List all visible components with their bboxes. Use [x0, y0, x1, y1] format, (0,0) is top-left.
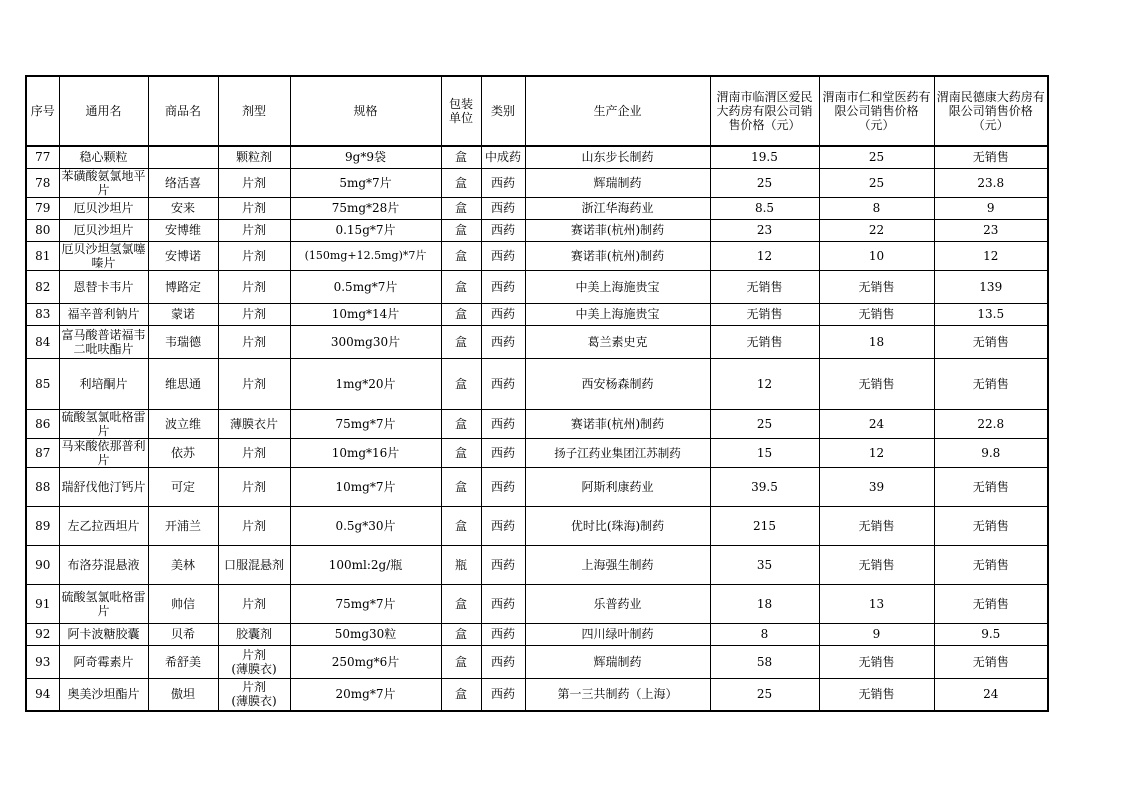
- cell-dosage-form: 口服混悬剂: [218, 545, 290, 584]
- cell-generic-name: 瑞舒伐他汀钙片: [59, 467, 148, 506]
- cell-brand-name: 依苏: [148, 438, 218, 467]
- cell-price-mindekang: 139: [934, 270, 1048, 303]
- table-row: [26, 584, 1048, 623]
- cell-index: 85: [26, 358, 59, 409]
- cell-brand-name: 博路定: [148, 270, 218, 303]
- cell-index: 87: [26, 438, 59, 467]
- cell-brand-name: 希舒美: [148, 645, 218, 678]
- cell-price-mindekang: 12: [934, 241, 1048, 270]
- cell-spec: 20mg*7片: [290, 678, 441, 711]
- cell-generic-name: 厄贝沙坦氢氯噻嗪片: [59, 241, 148, 270]
- cell-brand-name: 安博诺: [148, 241, 218, 270]
- cell-price-mindekang: 9.5: [934, 623, 1048, 645]
- table-row: [26, 219, 1048, 241]
- cell-dosage-form: 片剂: [218, 168, 290, 197]
- cell-index: 94: [26, 678, 59, 711]
- cell-dosage-form: 片剂: [218, 303, 290, 325]
- cell-generic-name: 布洛芬混悬液: [59, 545, 148, 584]
- cell-price-aimin: 215: [710, 506, 819, 545]
- header-dosage-form: 剂型: [218, 76, 290, 146]
- cell-package-unit: 盒: [441, 438, 481, 467]
- cell-manufacturer: 赛诺菲(杭州)制药: [525, 409, 710, 438]
- cell-price-renhetang: 无销售: [819, 270, 934, 303]
- cell-dosage-form: 片剂: [218, 358, 290, 409]
- cell-brand-name: 韦瑞德: [148, 325, 218, 358]
- cell-manufacturer: 浙江华海药业: [525, 197, 710, 219]
- cell-price-mindekang: 9: [934, 197, 1048, 219]
- cell-index: 84: [26, 325, 59, 358]
- cell-price-renhetang: 18: [819, 325, 934, 358]
- cell-index: 89: [26, 506, 59, 545]
- cell-dosage-form: 片剂: [218, 467, 290, 506]
- cell-spec: 9g*9袋: [290, 146, 441, 168]
- cell-price-renhetang: 无销售: [819, 358, 934, 409]
- cell-manufacturer: 赛诺菲(杭州)制药: [525, 219, 710, 241]
- cell-price-aimin: 58: [710, 645, 819, 678]
- cell-spec: 0.5mg*7片: [290, 270, 441, 303]
- cell-price-renhetang: 39: [819, 467, 934, 506]
- cell-index: 79: [26, 197, 59, 219]
- header-category: 类别: [481, 76, 525, 146]
- cell-index: 83: [26, 303, 59, 325]
- cell-price-aimin: 无销售: [710, 270, 819, 303]
- cell-brand-name: 安来: [148, 197, 218, 219]
- cell-dosage-form: 颗粒剂: [218, 146, 290, 168]
- cell-brand-name: 蒙诺: [148, 303, 218, 325]
- cell-spec: 1mg*20片: [290, 358, 441, 409]
- cell-brand-name: 维思通: [148, 358, 218, 409]
- table-row: [26, 168, 1048, 197]
- cell-category: 西药: [481, 467, 525, 506]
- cell-price-mindekang: 无销售: [934, 358, 1048, 409]
- cell-price-aimin: 无销售: [710, 325, 819, 358]
- cell-spec: 100ml:2g/瓶: [290, 545, 441, 584]
- cell-brand-name: 贝希: [148, 623, 218, 645]
- table-row: [26, 623, 1048, 645]
- cell-category: 西药: [481, 241, 525, 270]
- cell-manufacturer: 四川绿叶制药: [525, 623, 710, 645]
- cell-index: 90: [26, 545, 59, 584]
- cell-dosage-form: 片剂: [218, 241, 290, 270]
- cell-price-aimin: 18: [710, 584, 819, 623]
- cell-manufacturer: 中美上海施贵宝: [525, 303, 710, 325]
- cell-spec: 5mg*7片: [290, 168, 441, 197]
- cell-category: 西药: [481, 506, 525, 545]
- cell-manufacturer: 中美上海施贵宝: [525, 270, 710, 303]
- cell-price-renhetang: 无销售: [819, 645, 934, 678]
- table-body: [26, 146, 1048, 711]
- cell-brand-name: 美林: [148, 545, 218, 584]
- cell-index: 82: [26, 270, 59, 303]
- cell-generic-name: 马来酸依那普利片: [59, 438, 148, 467]
- cell-manufacturer: 赛诺菲(杭州)制药: [525, 241, 710, 270]
- cell-price-aimin: 15: [710, 438, 819, 467]
- cell-package-unit: 盒: [441, 219, 481, 241]
- cell-package-unit: 瓶: [441, 545, 481, 584]
- cell-price-aimin: 无销售: [710, 303, 819, 325]
- table-row: [26, 678, 1048, 711]
- cell-spec: 75mg*7片: [290, 409, 441, 438]
- price-table: [25, 75, 1049, 712]
- cell-price-aimin: 25: [710, 678, 819, 711]
- cell-generic-name: 奥美沙坦酯片: [59, 678, 148, 711]
- cell-package-unit: 盒: [441, 409, 481, 438]
- cell-manufacturer: 扬子江药业集团江苏制药: [525, 438, 710, 467]
- cell-generic-name: 苯磺酸氨氯地平片: [59, 168, 148, 197]
- cell-brand-name: 波立维: [148, 409, 218, 438]
- header-price-mindekang: 渭南民德康大药房有限公司销售价格（元）: [934, 76, 1048, 146]
- table-row: [26, 358, 1048, 409]
- cell-spec: 75mg*7片: [290, 584, 441, 623]
- cell-index: 80: [26, 219, 59, 241]
- cell-category: 西药: [481, 270, 525, 303]
- cell-spec: 50mg30粒: [290, 623, 441, 645]
- cell-dosage-form: 片剂: [218, 506, 290, 545]
- cell-category: 西药: [481, 623, 525, 645]
- cell-spec: 250mg*6片: [290, 645, 441, 678]
- cell-spec: 75mg*28片: [290, 197, 441, 219]
- header-brand-name: 商品名: [148, 76, 218, 146]
- cell-index: 86: [26, 409, 59, 438]
- cell-generic-name: 阿奇霉素片: [59, 645, 148, 678]
- cell-dosage-form: 片剂: [218, 219, 290, 241]
- cell-generic-name: 硫酸氢氯吡格雷片: [59, 584, 148, 623]
- cell-index: 93: [26, 645, 59, 678]
- cell-spec: 300mg30片: [290, 325, 441, 358]
- table-row: [26, 303, 1048, 325]
- cell-category: 西药: [481, 168, 525, 197]
- cell-manufacturer: 乐普药业: [525, 584, 710, 623]
- table-row: [26, 146, 1048, 168]
- cell-brand-name: 可定: [148, 467, 218, 506]
- cell-price-mindekang: 无销售: [934, 645, 1048, 678]
- cell-manufacturer: 阿斯利康药业: [525, 467, 710, 506]
- cell-price-mindekang: 无销售: [934, 584, 1048, 623]
- cell-price-mindekang: 无销售: [934, 146, 1048, 168]
- table-row: [26, 270, 1048, 303]
- cell-dosage-form: 片剂: [218, 325, 290, 358]
- cell-dosage-form: 薄膜衣片: [218, 409, 290, 438]
- cell-dosage-form: 片剂: [218, 197, 290, 219]
- cell-price-renhetang: 无销售: [819, 303, 934, 325]
- table-row: [26, 545, 1048, 584]
- cell-price-renhetang: 9: [819, 623, 934, 645]
- cell-price-mindekang: 无销售: [934, 545, 1048, 584]
- cell-category: 西药: [481, 303, 525, 325]
- cell-spec: 10mg*14片: [290, 303, 441, 325]
- cell-price-mindekang: 23: [934, 219, 1048, 241]
- cell-price-aimin: 12: [710, 241, 819, 270]
- table-row: [26, 409, 1048, 438]
- cell-price-aimin: 25: [710, 409, 819, 438]
- cell-dosage-form: 片剂 (薄膜衣): [218, 678, 290, 711]
- cell-manufacturer: 上海强生制药: [525, 545, 710, 584]
- cell-package-unit: 盒: [441, 325, 481, 358]
- table-row: [26, 438, 1048, 467]
- cell-generic-name: 厄贝沙坦片: [59, 197, 148, 219]
- cell-package-unit: 盒: [441, 303, 481, 325]
- table-row: [26, 645, 1048, 678]
- cell-package-unit: 盒: [441, 506, 481, 545]
- cell-brand-name: 安博维: [148, 219, 218, 241]
- cell-spec: 10mg*16片: [290, 438, 441, 467]
- cell-manufacturer: 山东步长制药: [525, 146, 710, 168]
- cell-dosage-form: 片剂: [218, 584, 290, 623]
- cell-spec: 0.15g*7片: [290, 219, 441, 241]
- cell-price-renhetang: 25: [819, 168, 934, 197]
- cell-generic-name: 利培酮片: [59, 358, 148, 409]
- cell-price-renhetang: 25: [819, 146, 934, 168]
- cell-price-renhetang: 13: [819, 584, 934, 623]
- table-row: [26, 325, 1048, 358]
- cell-generic-name: 左乙拉西坦片: [59, 506, 148, 545]
- cell-brand-name: 傲坦: [148, 678, 218, 711]
- cell-dosage-form: 片剂 (薄膜衣): [218, 645, 290, 678]
- cell-price-renhetang: 24: [819, 409, 934, 438]
- table-row: [26, 467, 1048, 506]
- cell-category: 西药: [481, 325, 525, 358]
- cell-price-mindekang: 13.5: [934, 303, 1048, 325]
- cell-spec: 0.5g*30片: [290, 506, 441, 545]
- cell-manufacturer: 第一三共制药（上海）: [525, 678, 710, 711]
- cell-package-unit: 盒: [441, 358, 481, 409]
- cell-dosage-form: 片剂: [218, 270, 290, 303]
- cell-manufacturer: 优时比(珠海)制药: [525, 506, 710, 545]
- cell-package-unit: 盒: [441, 270, 481, 303]
- cell-price-renhetang: 无销售: [819, 678, 934, 711]
- cell-package-unit: 盒: [441, 241, 481, 270]
- cell-price-aimin: 8: [710, 623, 819, 645]
- cell-price-aimin: 25: [710, 168, 819, 197]
- cell-category: 中成药: [481, 146, 525, 168]
- header-manufacturer: 生产企业: [525, 76, 710, 146]
- cell-package-unit: 盒: [441, 584, 481, 623]
- cell-manufacturer: 葛兰素史克: [525, 325, 710, 358]
- cell-package-unit: 盒: [441, 645, 481, 678]
- cell-price-aimin: 35: [710, 545, 819, 584]
- cell-generic-name: 硫酸氢氯吡格雷片: [59, 409, 148, 438]
- cell-spec: (150mg+12.5mg)*7片: [290, 241, 441, 270]
- header-spec: 规格: [290, 76, 441, 146]
- table-row: [26, 506, 1048, 545]
- cell-price-renhetang: 10: [819, 241, 934, 270]
- cell-price-mindekang: 9.8: [934, 438, 1048, 467]
- cell-package-unit: 盒: [441, 678, 481, 711]
- cell-category: 西药: [481, 645, 525, 678]
- cell-category: 西药: [481, 219, 525, 241]
- cell-price-aimin: 23: [710, 219, 819, 241]
- cell-category: 西药: [481, 678, 525, 711]
- cell-category: 西药: [481, 545, 525, 584]
- cell-dosage-form: 胶囊剂: [218, 623, 290, 645]
- cell-index: 88: [26, 467, 59, 506]
- cell-package-unit: 盒: [441, 146, 481, 168]
- cell-package-unit: 盒: [441, 168, 481, 197]
- cell-index: 92: [26, 623, 59, 645]
- cell-brand-name: 开浦兰: [148, 506, 218, 545]
- cell-price-aimin: 12: [710, 358, 819, 409]
- cell-price-renhetang: 无销售: [819, 545, 934, 584]
- cell-index: 78: [26, 168, 59, 197]
- cell-category: 西药: [481, 409, 525, 438]
- header-price-renhetang: 渭南市仁和堂医药有限公司销售价格（元）: [819, 76, 934, 146]
- cell-generic-name: 恩替卡韦片: [59, 270, 148, 303]
- header-row: [26, 76, 1048, 146]
- table-row: [26, 197, 1048, 219]
- cell-spec: 10mg*7片: [290, 467, 441, 506]
- cell-category: 西药: [481, 358, 525, 409]
- cell-price-aimin: 19.5: [710, 146, 819, 168]
- cell-price-aimin: 39.5: [710, 467, 819, 506]
- cell-index: 77: [26, 146, 59, 168]
- cell-index: 81: [26, 241, 59, 270]
- cell-price-mindekang: 24: [934, 678, 1048, 711]
- cell-brand-name: 络活喜: [148, 168, 218, 197]
- cell-price-mindekang: 22.8: [934, 409, 1048, 438]
- header-index: 序号: [26, 76, 59, 146]
- cell-brand-name: [148, 146, 218, 168]
- cell-price-mindekang: 无销售: [934, 467, 1048, 506]
- cell-package-unit: 盒: [441, 197, 481, 219]
- cell-index: 91: [26, 584, 59, 623]
- cell-price-aimin: 8.5: [710, 197, 819, 219]
- cell-price-mindekang: 无销售: [934, 506, 1048, 545]
- cell-brand-name: 帅信: [148, 584, 218, 623]
- cell-package-unit: 盒: [441, 467, 481, 506]
- cell-category: 西药: [481, 197, 525, 219]
- cell-price-renhetang: 22: [819, 219, 934, 241]
- cell-price-mindekang: 23.8: [934, 168, 1048, 197]
- cell-category: 西药: [481, 584, 525, 623]
- cell-category: 西药: [481, 438, 525, 467]
- cell-price-mindekang: 无销售: [934, 325, 1048, 358]
- cell-manufacturer: 辉瑞制药: [525, 168, 710, 197]
- table-row: [26, 241, 1048, 270]
- cell-manufacturer: 辉瑞制药: [525, 645, 710, 678]
- cell-price-renhetang: 无销售: [819, 506, 934, 545]
- cell-generic-name: 稳心颗粒: [59, 146, 148, 168]
- header-price-aimin: 渭南市临渭区爱民大药房有限公司销售价格（元）: [710, 76, 819, 146]
- header-generic-name: 通用名: [59, 76, 148, 146]
- header-package-unit: 包装单位: [441, 76, 481, 146]
- cell-price-renhetang: 8: [819, 197, 934, 219]
- cell-generic-name: 福辛普利钠片: [59, 303, 148, 325]
- cell-price-renhetang: 12: [819, 438, 934, 467]
- cell-generic-name: 阿卡波糖胶囊: [59, 623, 148, 645]
- cell-manufacturer: 西安杨森制药: [525, 358, 710, 409]
- cell-dosage-form: 片剂: [218, 438, 290, 467]
- cell-generic-name: 厄贝沙坦片: [59, 219, 148, 241]
- cell-generic-name: 富马酸普诺福韦二吡呋酯片: [59, 325, 148, 358]
- cell-package-unit: 盒: [441, 623, 481, 645]
